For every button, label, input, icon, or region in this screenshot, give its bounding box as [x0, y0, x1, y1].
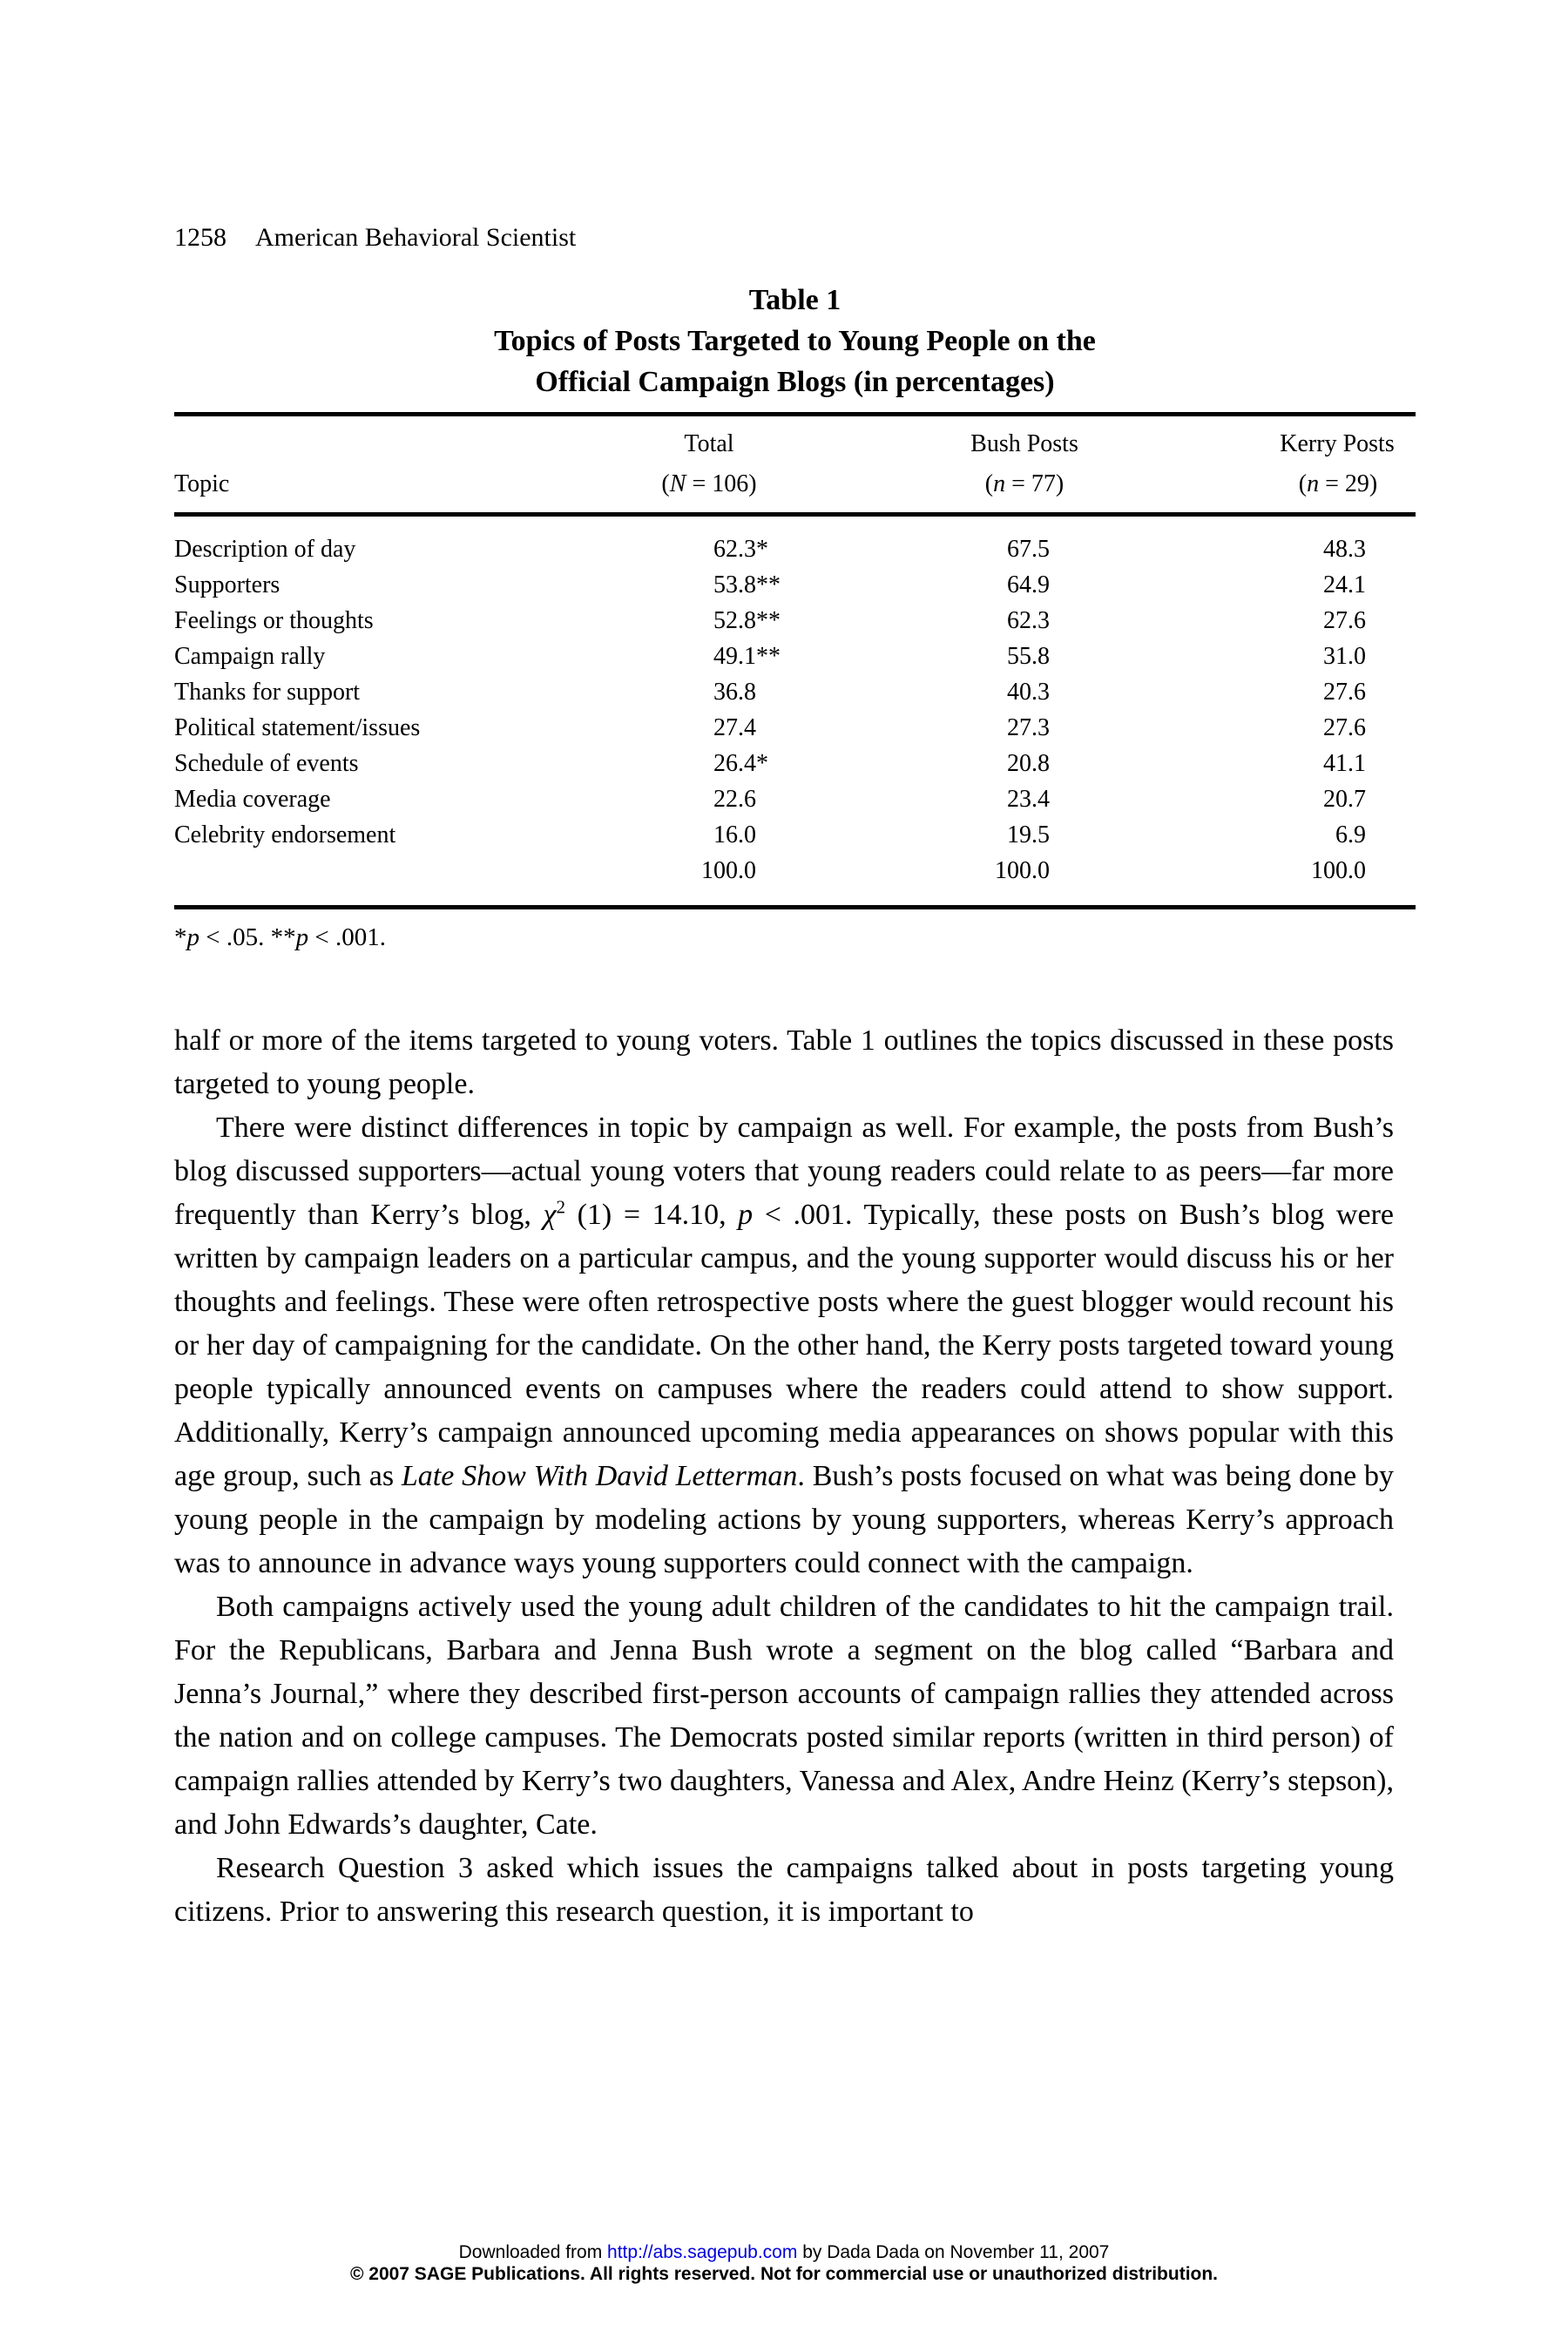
table-footnote: *p < .05. **p < .001. [174, 923, 386, 951]
cell-total: 27.4 [713, 714, 756, 741]
paragraph: Both campaigns actively used the young adult children of the candidates to hit the campaign trail. For the Republicans, Barbara and Jenna Bush wrote a segment on the blog called “Barbara and Jenna’s Journal,” where they described first-person accounts of campaign rallies they attended across the nation and on college campuses. The Democrats posted similar reports (written in third person) of campaign rallies attended by Kerry’s two daughters, Vanessa and Alex, Andre Heinz (Kerry’s stepson), and John Edwards’s daughter, Cate. [174, 1591, 1394, 1841]
table-title [174, 280, 1416, 402]
cell-total: 52.8** [713, 607, 781, 634]
footer-download-prefix: Downloaded from [458, 2242, 608, 2262]
cell-bush: 23.4 [1007, 786, 1050, 813]
table-row [174, 603, 1416, 639]
col-header-bush: Bush Posts [970, 430, 1078, 457]
table-row [174, 746, 1416, 781]
cell-total: 62.3* [713, 536, 768, 563]
paragraph: half or more of the items targeted to young voters. Table 1 outlines the topics discussed in these posts targeted to young people. [174, 1024, 1394, 1100]
cell-total: 22.6 [713, 786, 756, 813]
cell-kerry: 27.6 [1323, 679, 1366, 706]
cell-topic: Description of day [174, 536, 356, 563]
table-title-line3: Official Campaign Blogs (in percentages) [535, 366, 1055, 398]
cell-topic: Political statement/issues [174, 714, 421, 741]
table-row [174, 853, 1416, 889]
cell-kerry: 20.7 [1323, 786, 1366, 813]
journal-title: American Behavioral Scientist [255, 223, 577, 252]
col-header-total: Total [684, 430, 734, 457]
cell-topic: Celebrity endorsement [174, 821, 396, 848]
table-rule-middle [174, 512, 1416, 517]
cell-total: 26.4* [713, 750, 768, 777]
cell-total: 49.1** [713, 643, 781, 670]
table-row [174, 781, 1416, 817]
cell-bush: 27.3 [1007, 714, 1050, 741]
cell-bush: 55.8 [1007, 643, 1050, 670]
cell-kerry: 31.0 [1323, 643, 1366, 670]
table-row [174, 817, 1416, 853]
cell-total: 53.8** [713, 571, 781, 598]
table-rule-bottom [174, 905, 1416, 909]
running-head [174, 223, 576, 253]
cell-bush: 20.8 [1007, 750, 1050, 777]
cell-total: 100.0 [701, 857, 756, 884]
footer-download-suffix: by Dada Dada on November 11, 2007 [797, 2242, 1110, 2262]
cell-topic: Thanks for support [174, 679, 361, 706]
cell-bush: 64.9 [1007, 571, 1050, 598]
col-header-topic: Topic [174, 470, 230, 497]
cell-bush: 67.5 [1007, 536, 1050, 563]
cell-bush: 40.3 [1007, 679, 1050, 706]
col-header-total-n: (N = 106) [661, 470, 757, 497]
col-header-kerry-n: (n = 29) [1298, 470, 1378, 497]
page-number: 1258 [174, 223, 226, 252]
footer-download-line [0, 2241, 1568, 2263]
page-footer [0, 2241, 1568, 2285]
table-row [174, 639, 1416, 674]
cell-kerry: 100.0 [1311, 857, 1366, 884]
cell-topic: Schedule of events [174, 750, 359, 777]
col-header-kerry: Kerry Posts [1280, 430, 1395, 457]
table-title-number: Table 1 [748, 284, 841, 316]
topics-table [174, 531, 1416, 889]
cell-topic: Media coverage [174, 786, 331, 813]
cell-kerry: 6.9 [1335, 821, 1366, 848]
table-row [174, 567, 1416, 603]
cell-topic: Campaign rally [174, 643, 326, 670]
cell-total: 36.8 [713, 679, 756, 706]
cell-topic [174, 853, 540, 889]
cell-kerry: 24.1 [1323, 571, 1366, 598]
cell-kerry: 27.6 [1323, 607, 1366, 634]
table-title-line2: Topics of Posts Targeted to Young People on the [494, 325, 1096, 357]
table-rule-top [174, 412, 1416, 416]
col-header-bush-n: (n = 77) [984, 470, 1064, 497]
cell-bush: 100.0 [995, 857, 1050, 884]
cell-bush: 19.5 [1007, 821, 1050, 848]
cell-kerry: 48.3 [1323, 536, 1366, 563]
paragraph: There were distinct differences in topic by campaign as well. For example, the posts from Bush’s blog discussed supporters—actual young voters that young readers could relate to as peers—far more frequently than Kerry’s blog, $\chi^2$ (1) = 14.10, p < .001. Typically, these posts on Bush’s blog were written by campaign leaders on a particular campus, and the young supporter would discuss his or her thoughts and feelings. These were often retrospective posts where the guest blogger would recount his or her day of campaigning for the candidate. On the other hand, the Kerry posts targeted toward young people typically announced events on campuses where the readers could attend to show support. Additionally, Kerry’s campaign announced upcoming media appearances on shows popular with this age group, such as Late Show With David Letterman. Bush’s posts focused on what was being done by young people in the campaign by modeling actions by young supporters, whereas Kerry’s approach was to announce in advance ways young supporters could connect with the campaign. [174, 1112, 1394, 1579]
cell-bush: 62.3 [1007, 607, 1050, 634]
cell-kerry: 41.1 [1323, 750, 1366, 777]
footer-copyright-line: © 2007 SAGE Publications. All rights reserved. Not for commercial use or unauthorized distribution. [349, 2264, 1219, 2284]
cell-topic: Supporters [174, 571, 280, 598]
footer-link[interactable]: http://abs.sagepub.com [607, 2242, 798, 2262]
table-row [174, 531, 1416, 567]
cell-topic: Feelings or thoughts [174, 607, 374, 634]
table-row [174, 710, 1416, 746]
cell-kerry: 27.6 [1323, 714, 1366, 741]
paragraph: Research Question 3 asked which issues the campaigns talked about in posts targeting young citizens. Prior to answering this research question, it is important to [174, 1852, 1394, 1928]
table-row [174, 674, 1416, 710]
body-text [174, 1019, 1394, 1934]
cell-total: 16.0 [713, 821, 756, 848]
